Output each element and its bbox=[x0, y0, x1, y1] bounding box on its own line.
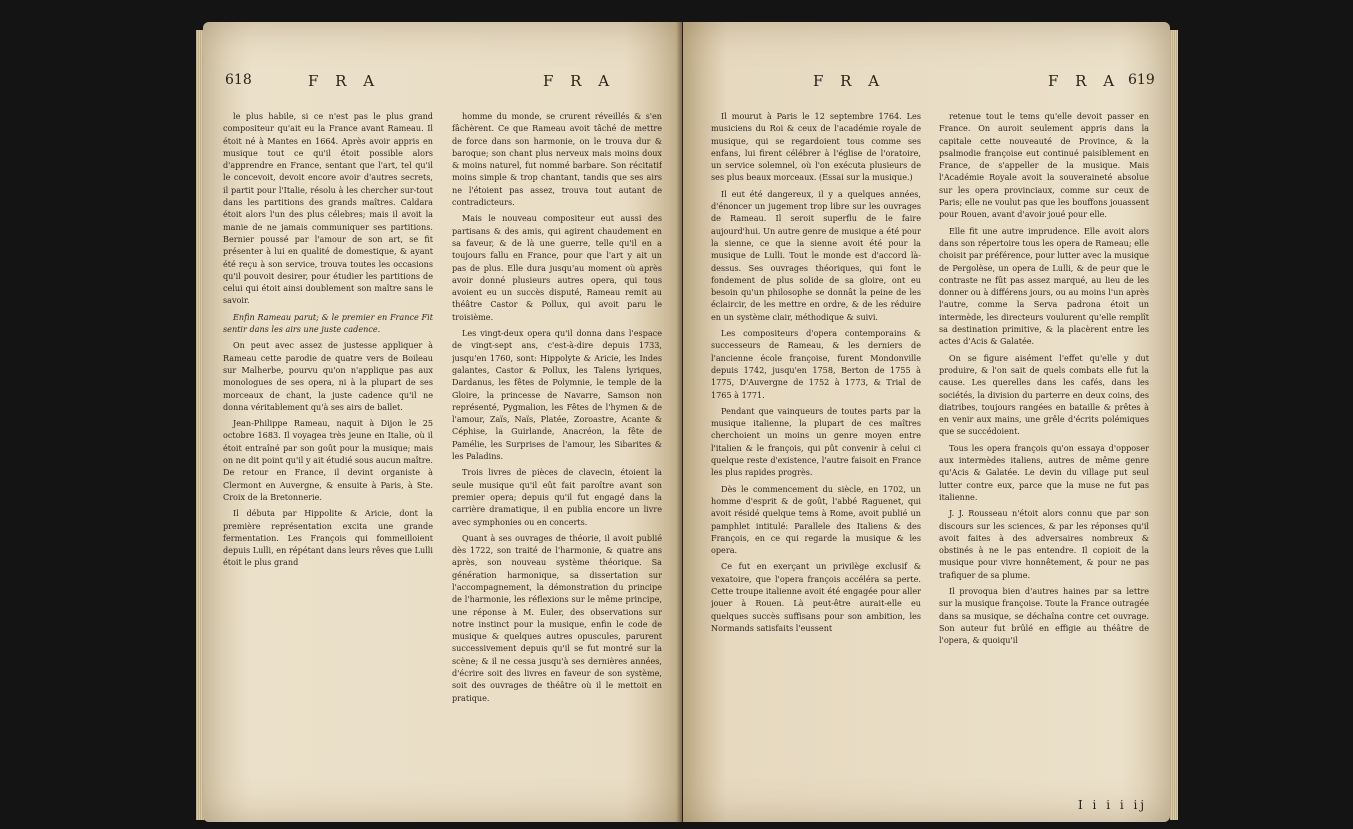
right-running-head-2: F R A bbox=[1048, 72, 1121, 90]
paragraph: Il mourut à Paris le 12 septembre 1764. Les musiciens du Roi & ceux de l'académie royale de musique, qui se regardoient tous comme ses enfans, lui firent célébrer à l'église de l'oratoire, un service solemnel, où l'on exécuta plusieurs de ses plus beaux morceaux. (Essai sur la musique.) bbox=[711, 111, 921, 183]
left-column-1 bbox=[223, 110, 433, 820]
paragraph: Jean-Philippe Rameau, naquit à Dijon le 25 octobre 1683. Il voyagea très jeune en Italie, où il étoit entraîné par son goût pour la musique; mais on ne dit point qu'il y ait étudié sous aucun maître. De retour en France, il devint organiste à Clermont en Auvergne, & ensuite à Paris, à Ste. Croix de la Bretonnerie. bbox=[223, 418, 433, 502]
left-running-head-1: F R A bbox=[308, 72, 381, 90]
paragraph: Les vingt-deux opera qu'il donna dans l'espace de vingt-sept ans, c'est-à-dire depuis 1733, jusqu'en 1760, sont: Hippolyte & Aricie, les Indes galantes, Castor & Pollux, les Talens lyriques, Dardanus, les fêtes de Polymnie, le temple de la Gloire, la princesse de Navarre, Samson non représenté, Pygmalion, les Fêtes de l'hymen & de l'amour, Zaïs, Naïs, Platée, Zoroastre, Acante & Céphise, la Guirlande, Anacréon, la fête de Pamélie, les Surprises de l'amour, les Sibarites & les Paladins. bbox=[452, 328, 662, 462]
paragraph: Trois livres de pièces de clavecin, étoient la seule musique qu'il eût fait paroître avant son premier opera; depuis qu'il fut engagé dans la carrière dramatique, il en publia encore un livre avec symphonies ou en concerts. bbox=[452, 467, 662, 527]
paragraph: Ce fut en exerçant un privilège exclusif & vexatoire, que l'opera françois accéléra sa perte. Cette troupe italienne avoit été engagée pour aller jouer à Rouen. Là peut-être aurait-elle eu quelques succès suffisans pour son ambition, les Normands satisfaits l'eussent bbox=[711, 561, 921, 633]
right-page-header bbox=[683, 72, 1170, 96]
paragraph: Il débuta par Hippolite & Aricie, dont la première représentation excita une grande fermentation. Les François qui fommeilloient depuis Lulli, en répétant dans leurs rêves que Lulli étoit le plus grand bbox=[223, 508, 433, 568]
right-column-1 bbox=[711, 110, 921, 820]
paragraph: On se figure aisément l'effet qu'elle y dut produire, & l'on sait de quels combats elle fut la cause. Les querelles dans les cafés, dans les sociétés, la division du parterre en deux coins, des diatribes, toujours rangées en bataille & prêtes à en venir aux mains, une grêle d'écrits polémiques que se succédoient. bbox=[939, 352, 1149, 437]
paragraph: retenue tout le tems qu'elle devoit passer en France. On auroit seulement appris dans la capitale cette nouveauté de Province, & la psalmodie françoise eut continué paisiblement en France, de s'appeller de la musique. Mais l'Académie Royale avoit la souveraineté absolue sur les opera provinciaux, comme sur ceux de Paris; elle ne voulut pas que les bouffons jouassent pour Rouen, avant d'avoir joué pour elle. bbox=[939, 111, 1149, 220]
paragraph: Pendant que vainqueurs de toutes parts par la musique italienne, la plupart de ces maîtres cherchoient un moins un genre moyen entre l'italien & le françois, qui pût convenir à celui ci quelque reste d'existence, l'autre faisoit en France les plus rapides progrès. bbox=[711, 405, 921, 478]
left-page bbox=[203, 22, 682, 822]
paragraph: Dès le commencement du siècle, en 1702, un homme d'esprit & de goût, l'abbé Raguenet, qui avoit résidé quelque tems à Rome, avoit publié un pamphlet intitulé: Parallele des Italiens & des François, en ce qui regarde la musique & les opera. bbox=[711, 483, 921, 556]
paragraph: Tous les opera françois qu'on essaya d'opposer aux intermèdes italiens, autres de même genre qu'Acis & Galatée. Le devin du village put seul lutter contre eux, parce que la muse ne fut pas italienne. bbox=[939, 442, 1149, 502]
paragraph: Les compositeurs d'opera contemporains & successeurs de Rameau, & les derniers de l'ancienne école françoise, furent Mondonville depuis 1742, jusqu'en 1758, Berton de 1755 à 1775, D'Auvergne de 1752 à 1773, & Trial de 1765 à 1771. bbox=[711, 328, 921, 400]
left-page-header bbox=[203, 72, 682, 96]
right-column-2 bbox=[939, 110, 1149, 820]
left-page-number: 618 bbox=[225, 72, 252, 88]
left-running-head-2: F R A bbox=[543, 72, 616, 90]
right-page-number: 619 bbox=[1128, 72, 1155, 88]
verse-quote: Enfin Rameau parut; & le premier en France Fit sentir dans les airs une juste cadence. bbox=[223, 311, 433, 335]
paragraph: Quant à ses ouvrages de théorie, il avoit publié dès 1722, son traité de l'harmonie, & quatre ans après, son nouveau système théorique. Sa génération harmonique, sa dissertation sur l'accompagnement, la démonstration du principe de l'harmonie, les réflexions sur le même principe, une réponse à M. Euler, des observations sur notre instinct pour la musique, enfin le code de musique & quelques autres opuscules, parurent successivement depuis qu'il se fut montré sur la scène; & il ne cessa jusqu'à ses dernières années, d'écrire soit des livres en faveur de son système, soit des ouvrages de théâtre où il le mettoit en pratique. bbox=[452, 532, 662, 703]
paragraph: Il provoqua bien d'autres haines par sa lettre sur la musique françoise. Toute la France outragée dans sa musique, se déchaîna contre cet ouvrage. Son auteur fut brûlé en effigie au théâtre de l'opera, & quoiqu'il bbox=[939, 585, 1149, 646]
page-edges-right bbox=[1170, 30, 1178, 820]
paragraph: le plus habile, si ce n'est pas le plus grand compositeur qu'ait eu la France avant Rameau. Il étoit né à Mantes en 1664. Après avoir appris en musique tout ce qu'il étoit possible alors d'apprendre en France, sentant que l'art, tel qu'il le concevoit, devoit encore avoir d'autres secrets, il partit pour l'Italie, résolu à les chercher sur-tout dans les partitions des grands maîtres. Caldara étoit alors l'un des plus célebres; mais il avoit la manie de ne jamais communiquer ses partitions. Bernier poussé par l'amour de son art, se fit présenter à lui en qualité de domestique, & ayant été reçu à son service, trouva toutes les occasions qu'il pouvoit desirer, pour étudier les partitions de celui qui étoit ainsi doublement son maître sans le savoir. bbox=[223, 111, 433, 306]
left-column-2 bbox=[452, 110, 662, 820]
right-running-head-1: F R A bbox=[813, 72, 886, 90]
paragraph: On peut avec assez de justesse appliquer à Rameau cette parodie de quatre vers de Boileau sur Malherbe, pourvu qu'on n'applique pas aux monologues de ses opera, ni à la plupart de ses morceaux de chant, la juste cadence qu'il ne donna véritablement qu'à ses airs de ballet. bbox=[223, 340, 433, 412]
paragraph: Il eut été dangereux, il y a quelques années, d'énoncer un jugement trop libre sur les ouvrages de Rameau. Il seroit superflu de le faire aujourd'hui. Un autre genre de musique a été pour la sienne, ce que la sienne avoit été pour la musique de Lulli. Tout le monde est d'accord là-dessus. Ses ouvrages théoriques, qui font le fondement de plus solide de sa gloire, ont eu besoin qu'un philosophe se donnât la peine de les éclaircir, de les mettre en ordre, & de les réduire en un système clair, méthodique & suivi. bbox=[711, 188, 921, 322]
signature-mark: I i i i ij bbox=[1078, 798, 1148, 812]
paragraph: homme du monde, se crurent réveillés & s'en fâchèrent. Ce que Rameau avoit tâché de mettre de force dans son harmonie, on le trouva dur & baroque; son chant plus nerveux mais moins doux & moins naturel, fut nommé barbare. Son récitatif moins simple & trop chantant, tandis que ses airs ne l'étoient pas assez, trouva tout autant de contradicteurs. bbox=[452, 111, 662, 208]
right-page bbox=[683, 22, 1170, 822]
paragraph: J. J. Rousseau n'étoit alors connu que par son discours sur les sciences, & par les réponses qu'il avoit faites à des adversaires nombreux & obstinés à ne le pas entendre. Il copioit de la musique pour vivre honnêtement, & pour ne pas trafiquer de sa plume. bbox=[939, 508, 1149, 580]
paragraph: Elle fit une autre imprudence. Elle avoit alors dans son répertoire tous les opera de Rameau; elle choisit par préférence, pour lutter avec la musique de Pergolèse, un opera de Lulli, & de peur que le contraste ne fût pas assez marqué, au lieu de les donner ou à différens jours, ou au moins l'un après l'autre, comme la Serva padrona étoit un intermède, les directeurs voulurent qu'elle remplît sa destination primitive, & la placèrent entre les actes d'Acis & Galatée. bbox=[939, 225, 1149, 347]
paragraph: Mais le nouveau compositeur eut aussi des partisans & des amis, qui agirent chaudement en sa faveur, & de là une guerre, telle qu'il en a toujours fallu en France, pour que l'art y ait un pas de plus. Elle dura jusqu'au moment où après avoir donné plusieurs autres opera, qui tous avoient eu un succès disputé, Rameau remit au théâtre Castor & Pollux, qui avoit paru le troisième. bbox=[452, 213, 662, 322]
